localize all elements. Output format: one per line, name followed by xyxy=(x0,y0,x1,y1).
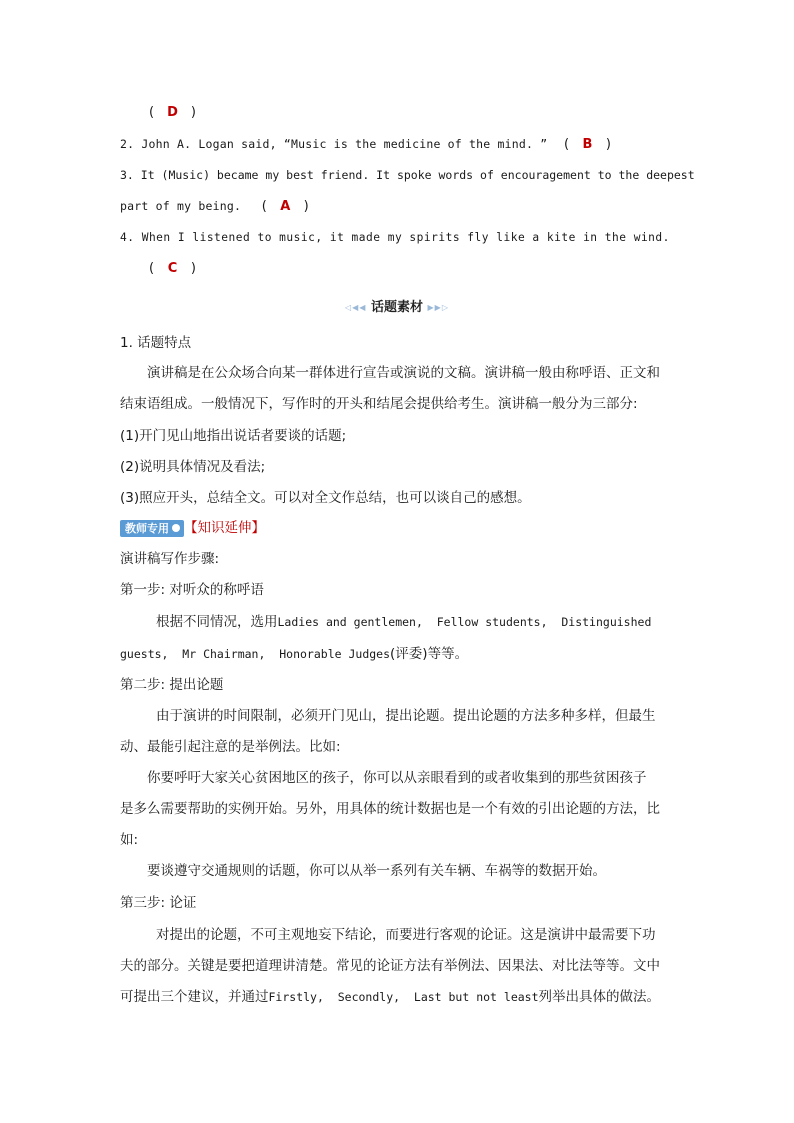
step-3-line-2: 夫的部分。关键是要把道理讲清楚。常见的论证方法有举例法、因果法、对比法等等。文中 xyxy=(120,958,660,974)
answer-letter: D xyxy=(167,105,178,120)
right-arrows-icon: ▶▶▷ xyxy=(427,303,449,312)
question-text: 2. John A. Logan said, “Music is the medicine of the mind. ” xyxy=(120,137,548,151)
open-paren: ( xyxy=(149,105,155,120)
knowledge-extension-label: 【知识延伸】 xyxy=(184,520,265,536)
topic-heading: 1. 话题特点 xyxy=(120,335,192,351)
step-2-para-1-line-2: 动、最能引起注意的是举例法。比如: xyxy=(120,739,341,755)
teacher-note-line xyxy=(120,518,676,539)
question-1-answer-line xyxy=(120,103,676,123)
close-paren: ) xyxy=(190,105,196,120)
step-2-para-2-line-1: 你要呼吁大家关心贫困地区的孩子，你可以从亲眼看到的或者收集到的那些贫困孩子 xyxy=(147,770,647,786)
step-3-title: 第三步: 论证 xyxy=(120,895,197,911)
step-2-para-2-line-3: 如: xyxy=(120,832,139,848)
steps-title: 演讲稿写作步骤: xyxy=(120,551,220,567)
step-1-line-2: guests, Mr Chairman, Honorable Judges(评委)等等。 xyxy=(120,646,469,662)
part-3: (3)照应开头，总结全文。可以对全文作总结，也可以谈自己的感想。 xyxy=(120,490,531,506)
step-2-para-1-line-1: 由于演讲的时间限制，必须开门见山，提出论题。提出论题的方法多种多样，但最生 xyxy=(156,708,656,724)
open-paren: ( xyxy=(563,137,570,152)
part-2: (2)说明具体情况及看法; xyxy=(120,459,266,475)
teacher-only-badge: 教师专用 xyxy=(120,520,184,537)
step-3-line-1: 对提出的论题，不可主观地妄下结论，而要进行客观的论证。这是演讲中最需要下功 xyxy=(156,927,656,943)
section-heading xyxy=(0,296,794,315)
step-2-para-2-line-2: 是多么需要帮助的实例开始。另外，用具体的统计数据也是一个有效的引出论题的方法，比 xyxy=(120,801,660,817)
answer-letter: B xyxy=(582,137,593,152)
step-1-line-1: 根据不同情况，选用Ladies and gentlemen, Fellow students, Distinguished xyxy=(156,614,652,630)
left-arrows-icon: ◁◀◀ xyxy=(344,303,367,312)
step-1-title: 第一步: 对听众的称呼语 xyxy=(120,582,264,598)
open-paren: ( xyxy=(149,261,155,276)
question-3-line-1: 3. It (Music) became my best friend. It spoke words of encouragement to the deepest xyxy=(120,168,695,182)
answer-letter: C xyxy=(167,261,178,276)
paragraph-1-line-2: 结束语组成。一般情况下，写作时的开头和结尾会提供给考生。演讲稿一般分为三部分: xyxy=(120,396,638,412)
close-paren: ) xyxy=(190,261,196,276)
step-2-title: 第二步: 提出论题 xyxy=(120,677,224,693)
paragraph-1-line-1: 演讲稿是在公众场合向某一群体进行宣告或演说的文稿。演讲稿一般由称呼语、正文和 xyxy=(147,365,660,381)
section-title: 话题素材 xyxy=(370,300,423,315)
question-2 xyxy=(120,134,676,155)
question-3-line-2 xyxy=(120,196,676,217)
close-paren: ) xyxy=(303,199,309,214)
close-paren: ) xyxy=(605,137,611,152)
answer-letter: A xyxy=(280,199,291,214)
part-1: (1)开门见山地指出说话者要谈的话题; xyxy=(120,428,347,444)
question-4-line-1: 4. When I listened to music, it made my spirits fly like a kite in the wind. xyxy=(120,231,670,244)
step-3-line-3: 可提出三个建议，并通过Firstly, Secondly, Last but not least列举出具体的做法。 xyxy=(120,989,661,1005)
question-4-answer-line xyxy=(120,259,676,279)
question-text: part of my being. xyxy=(120,199,242,213)
step-2-para-3: 要谈遵守交通规则的话题，你可以从举一系列有关车辆、车祸等的数据开始。 xyxy=(147,863,606,879)
open-paren: ( xyxy=(261,199,267,214)
badge-dot-icon xyxy=(172,524,180,532)
